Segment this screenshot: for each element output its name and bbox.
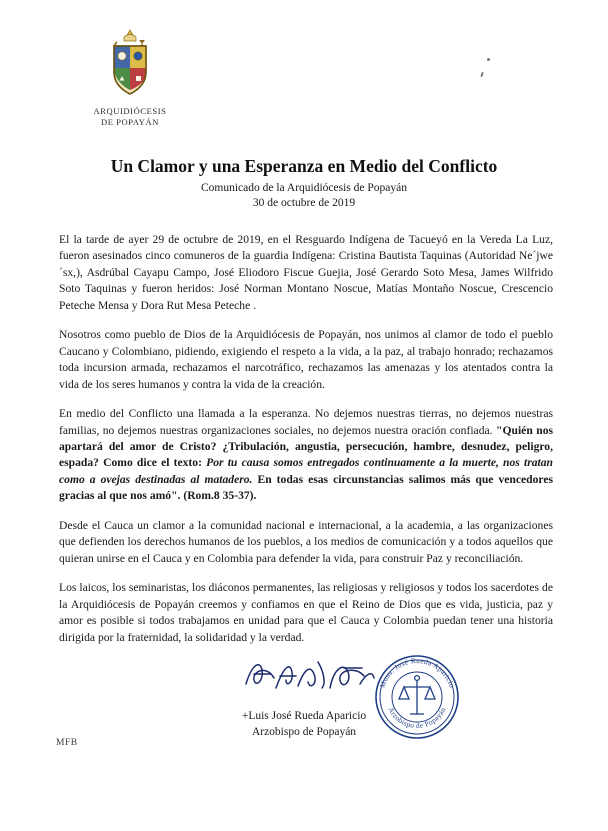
paragraph-4-text: Desde el Cauca un clamor a la comunidad nacional e internacional, a la academia, a las organizaciones que defienden los derechos humanos de los pueblos, a los medios de comunicación y a todos aquellos que quieran unirse en el Cauca y en Colombia para defender la vida, para construir Paz y reconciliación. bbox=[59, 518, 553, 565]
paragraph-1 bbox=[59, 232, 553, 314]
scripture-quote-opening: "Quién nos apartará del amor de Cristo? ¿Tribulación, angustia, persecución, hambre, desnudez, peligro, espada? Como dice el texto: bbox=[59, 423, 554, 470]
letterhead-organization bbox=[0, 106, 260, 127]
paragraph-5-text: Los laicos, los seminaristas, los diáconos permanentes, las religiosas y religiosos y todos los sacerdotes de la Arquidiócesis de Popayán creemos y confiamos en que el Reino de Dios que es vida, justicia, paz y amor es posible si todos trabajamos en unidad para que el Cauca y Colombia puedan tener una historia dirigida por la fraternidad, la solidaridad y la verdad. bbox=[59, 581, 553, 644]
typist-initials: MFB bbox=[56, 738, 78, 748]
paragraph-4 bbox=[59, 518, 553, 567]
signatory-name: +Luis José Rueda Aparicio bbox=[241, 710, 367, 722]
scripture-quote-italic: Por tu causa somos entregados continuamente a la muerte, nos tratan como a ovejas destinadas al matadero. bbox=[59, 456, 553, 486]
document-date: 30 de octubre de 2019 bbox=[252, 197, 356, 209]
paragraph-3-text: En medio del Conflicto una llamada a la esperanza. No dejemos nuestras tierras, no dejemos nuestras familias, no dejemos nuestras organizaciones sociales, no dejemos nuestra oración confiada. bbox=[59, 407, 553, 437]
letterhead bbox=[0, 28, 260, 127]
handwritten-signature-icon bbox=[240, 654, 380, 698]
coat-of-arms-icon bbox=[102, 28, 158, 100]
paragraph-2-text: Nosotros como pueblo de Dios de la Arquidiócesis de Popayán, nos unimos al clamor de todo el pueblo Caucano y Colombiano, pidiendo, exigiendo el respeto a la vida, a la paz, al trabajo honrado; rechazamos toda incursion armada, rechazamos el narcotráfico, rechazamos las amenazas y los atentados contra la vida de los seres humanos y contra la vida de la creación. bbox=[59, 328, 553, 391]
paragraph-1-text: El la tarde de ayer 29 de octubre de 2019, en el Resguardo Indígena de Tacueyó en la Vereda La Luz, fueron asesinados cinco comuneros de la guardia Indígena: Cristina Bautista Taquinas (Autoridad Ne´jwe´sx,), Asdrúbal Cayapu Campo, José Eliodoro Fiscue Guejia, José Gerardo Soto Mesa, James Wilfrido Soto Taquinas y fueron heridos: José Norman Montano Noscue, Matías Montaño Noscue, Crescencio Peteche Mensa y Dora Rut Mesa Peteche . bbox=[59, 233, 553, 312]
paragraph-3 bbox=[59, 406, 553, 505]
svg-text:Arzobispo de Popayán: Arzobispo de Popayán bbox=[386, 706, 448, 731]
document-subtitle: Comunicado de la Arquidiócesis de Popayán bbox=[200, 182, 407, 194]
document-body bbox=[59, 232, 553, 646]
signatory-role: Arzobispo de Popayán bbox=[251, 726, 357, 738]
official-seal-icon bbox=[374, 654, 460, 740]
letterhead-line-1: ARQUIDIÓCESIS bbox=[93, 106, 167, 116]
svg-text:Mons. José Rueda Aparicio: Mons. José Rueda Aparicio bbox=[378, 656, 456, 690]
stray-mark bbox=[487, 58, 490, 61]
scripture-reference: (Rom.8 35-37). bbox=[183, 489, 257, 503]
signature-block bbox=[0, 648, 608, 768]
paragraph-2 bbox=[59, 327, 553, 393]
letterhead-line-2: DE POPAYÁN bbox=[100, 116, 160, 127]
stray-mark bbox=[480, 72, 483, 77]
paragraph-5 bbox=[59, 580, 553, 646]
scripture-quote-closing: En todas esas circunstancias salimos más que vencedores gracias al que nos amó". bbox=[59, 472, 553, 503]
page-title: Un Clamor y una Esperanza en Medio del Conflicto bbox=[110, 156, 498, 176]
